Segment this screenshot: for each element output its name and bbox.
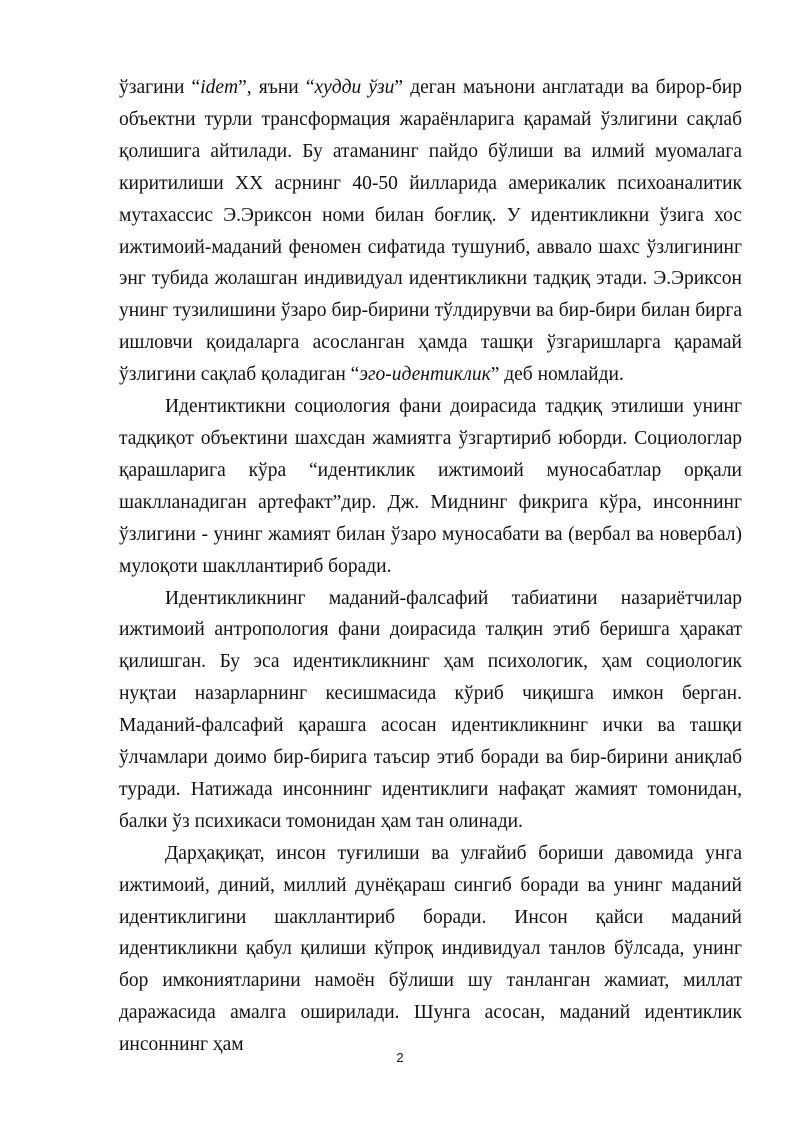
paragraph-1-text-d: ” деб номлайди. bbox=[490, 364, 624, 386]
paragraph-1-text-b: ”, яъни “ bbox=[238, 77, 315, 98]
paragraph-3: Идентикликнинг маданий-фалсафий табиатини назариётчилар ижтимоий антропология фани доирасида талқин этиб беришга ҳаракат қилишган. Бу эса идентикликнинг ҳам психологик, ҳам социологик нуқтаи назарларнинг кесишмасида кўриб чиқишга имкон берган. Маданий-фалсафий қарашга асосан идентикликнинг ички ва ташқи ўлчамлари доимо бир-бирига таъсир этиб боради ва бир-бирини аниқлаб туради. Натижада инсоннинг идентиклиги нафақат жамият томонидан, балки ўз психикаси томонидан ҳам тан олинади. bbox=[119, 587, 742, 832]
body-text bbox=[119, 72, 742, 1061]
term-idem: idem bbox=[200, 77, 239, 98]
paragraph-1-text-c: ” деган маънони англатади ва бирор-бир объектни турли трансформация жараёнларига қарамай ўзлигини сақлаб қолишига айтилади. Бу атаманинг пайдо бўлиши ва илмий муомалага киритилиши XX асрнинг 40-50 йилларида америкалик психоаналитик мутахассис Э.Эриксон номи билан боғлиқ. У идентикликни ўзига хос ижтимоий-маданий феномен сифатида тушуниб, аввало шахс ўзлигининг энг тубида жолашган индивидуал идентикликни тадқиқ этади. Э.Эриксон унинг тузилишини ўзаро бир-бирини тўлдирувчи ва бир-бири билан бирга ишловчи қоидаларга асосланган ҳамда ташқи ўзгаришларга қарамай ўзлигини сақлаб қоладиган “ bbox=[119, 77, 742, 386]
paragraph-1-text-a: ўзагини “ bbox=[119, 77, 201, 98]
term-xuddi-uzi: худди ўзи bbox=[314, 77, 395, 98]
paragraph-2: Идентиктикни социология фани доирасида тадқиқ этилиши унинг тадқиқот объектини шахсдан жамиятга ўзгартириб юборди. Социологлар қарашларига кўра “идентиклик ижтимоий муносабатлар орқали шаклланадиган артефакт”дир. Дж. Миднинг фикрига кўра, инсоннинг ўзлигини - унинг жамият билан ўзаро муносабати ва (вербал ва новербал) мулоқоти шакллантириб боради. bbox=[119, 396, 742, 577]
page-number: 2 bbox=[396, 1050, 404, 1065]
term-ego-identiklik: эго-идентиклик bbox=[359, 364, 491, 386]
paragraph-4: Дарҳақиқат, инсон туғилиши ва улғайиб бориши давомида унга ижтимоий, диний, миллий дунёқараш сингиб боради ва унинг маданий идентиклигини шакллантириб боради. Инсон қайси маданий идентикликни қабул қилиши кўпроқ индивидуал танлов бўлсада, унинг бор имкониятларини намоён бўлиши шу танланган жамиат, миллат даражасида амалга оширилади. Шунга асосан, маданий идентиклик инсоннинг ҳам bbox=[119, 842, 742, 1056]
paragraph-1 bbox=[119, 72, 742, 391]
